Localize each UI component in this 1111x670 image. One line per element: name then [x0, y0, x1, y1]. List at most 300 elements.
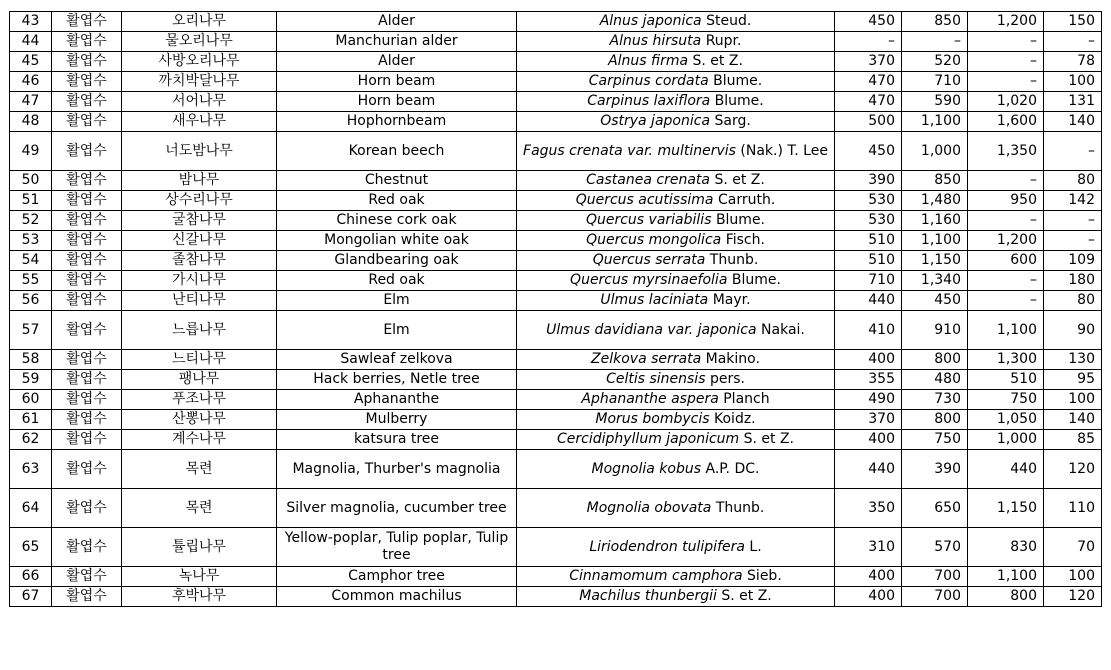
korean-name-cell: 푸조나무	[122, 390, 277, 410]
value-cell-1: 450	[835, 12, 902, 32]
korean-name-cell: 오리나무	[122, 12, 277, 32]
value-cell-2: 1,340	[902, 271, 968, 291]
table-row	[10, 370, 1102, 390]
english-name-cell: Manchurian alder	[277, 32, 517, 52]
tree-type-cell: 활엽수	[52, 528, 122, 567]
korean-name-cell: 굴참나무	[122, 211, 277, 231]
value-cell-4: 100	[1044, 567, 1102, 587]
value-cell-2: 450	[902, 291, 968, 311]
table-row	[10, 12, 1102, 32]
value-cell-1: 410	[835, 311, 902, 350]
korean-name-cell: 사방오리나무	[122, 52, 277, 72]
row-number-cell: 50	[10, 171, 52, 191]
value-cell-2: 800	[902, 410, 968, 430]
table-row	[10, 528, 1102, 567]
korean-name-cell: 졸참나무	[122, 251, 277, 271]
value-cell-3: 800	[968, 587, 1044, 607]
table-row	[10, 430, 1102, 450]
species-name: Carpinus cordata	[588, 73, 709, 89]
species-authority: pers.	[709, 371, 745, 387]
value-cell-3: 750	[968, 390, 1044, 410]
value-cell-1: 400	[835, 350, 902, 370]
value-cell-2: 750	[902, 430, 968, 450]
species-name: Ulmus davidiana var. japonica	[546, 321, 757, 338]
species-authority: Mayr.	[712, 292, 751, 308]
row-number-cell: 65	[10, 528, 52, 567]
scientific-name-cell	[517, 291, 835, 311]
english-name-cell: Yellow-poplar, Tulip poplar, Tulip tree	[277, 528, 517, 567]
table-row	[10, 72, 1102, 92]
korean-name-cell: 가시나무	[122, 271, 277, 291]
value-cell-3: –	[968, 291, 1044, 311]
table-row	[10, 251, 1102, 271]
species-name: Quercus variabilis	[585, 212, 712, 228]
scientific-name-cell	[517, 370, 835, 390]
row-number-cell: 57	[10, 311, 52, 350]
value-cell-3: –	[968, 271, 1044, 291]
species-authority: Fisch.	[725, 232, 765, 248]
value-cell-1: 310	[835, 528, 902, 567]
value-cell-1: 530	[835, 191, 902, 211]
value-cell-1: 530	[835, 211, 902, 231]
korean-name-cell: 녹나무	[122, 567, 277, 587]
value-cell-4: –	[1044, 211, 1102, 231]
species-name: Alnus hirsuta	[609, 33, 702, 49]
value-cell-2: 570	[902, 528, 968, 567]
row-number-cell: 61	[10, 410, 52, 430]
tree-type-cell: 활엽수	[52, 567, 122, 587]
value-cell-1: 500	[835, 112, 902, 132]
row-number-cell: 48	[10, 112, 52, 132]
tree-type-cell: 활엽수	[52, 489, 122, 528]
tree-type-cell: 활엽수	[52, 171, 122, 191]
table-row	[10, 171, 1102, 191]
scientific-name-cell	[517, 350, 835, 370]
korean-name-cell: 느티나무	[122, 350, 277, 370]
species-name: Quercus mongolica	[586, 232, 722, 248]
tree-type-cell: 활엽수	[52, 271, 122, 291]
species-authority: S. et Z.	[743, 431, 795, 447]
value-cell-4: 78	[1044, 52, 1102, 72]
species-name: Ulmus laciniata	[600, 292, 709, 308]
table-row	[10, 92, 1102, 112]
table-row	[10, 211, 1102, 231]
value-cell-1: 440	[835, 291, 902, 311]
value-cell-2: 850	[902, 171, 968, 191]
scientific-name-cell	[517, 171, 835, 191]
korean-name-cell: 느릅나무	[122, 311, 277, 350]
table-row	[10, 112, 1102, 132]
species-authority: Carruth.	[717, 192, 776, 208]
korean-name-cell: 튤립나무	[122, 528, 277, 567]
row-number-cell: 49	[10, 132, 52, 171]
value-cell-3: 1,200	[968, 12, 1044, 32]
row-number-cell: 67	[10, 587, 52, 607]
english-name-cell: Elm	[277, 291, 517, 311]
english-name-cell: Common machilus	[277, 587, 517, 607]
korean-name-cell: 목련	[122, 450, 277, 489]
tree-type-cell: 활엽수	[52, 231, 122, 251]
tree-type-cell: 활엽수	[52, 132, 122, 171]
english-name-cell: Chestnut	[277, 171, 517, 191]
row-number-cell: 55	[10, 271, 52, 291]
species-name: Zelkova serrata	[591, 351, 702, 367]
species-authority: Nakai.	[761, 321, 805, 338]
tree-type-cell: 활엽수	[52, 32, 122, 52]
english-name-cell: Alder	[277, 12, 517, 32]
value-cell-1: 355	[835, 370, 902, 390]
tree-type-cell: 활엽수	[52, 112, 122, 132]
value-cell-3: 1,200	[968, 231, 1044, 251]
value-cell-3: 1,050	[968, 410, 1044, 430]
value-cell-3: 1,600	[968, 112, 1044, 132]
english-name-cell: Mongolian white oak	[277, 231, 517, 251]
species-authority: Blume.	[715, 212, 766, 228]
table-row	[10, 191, 1102, 211]
value-cell-1: 710	[835, 271, 902, 291]
tree-type-cell: 활엽수	[52, 211, 122, 231]
species-name: Aphananthe aspera	[581, 391, 719, 407]
species-authority: S. et Z.	[721, 588, 772, 604]
value-cell-2: 590	[902, 92, 968, 112]
english-name-cell: Aphananthe	[277, 390, 517, 410]
species-name: Ostrya japonica	[600, 113, 711, 129]
value-cell-3: 1,020	[968, 92, 1044, 112]
value-cell-4: –	[1044, 231, 1102, 251]
row-number-cell: 59	[10, 370, 52, 390]
value-cell-2: 1,160	[902, 211, 968, 231]
species-authority: (Nak.) T. Lee	[740, 142, 828, 159]
value-cell-4: 80	[1044, 171, 1102, 191]
value-cell-3: 830	[968, 528, 1044, 567]
korean-name-cell: 물오리나무	[122, 32, 277, 52]
species-name: Alnus japonica	[599, 13, 702, 29]
value-cell-4: 90	[1044, 311, 1102, 350]
table-row	[10, 231, 1102, 251]
value-cell-3: –	[968, 171, 1044, 191]
value-cell-1: 400	[835, 567, 902, 587]
scientific-name-cell	[517, 72, 835, 92]
value-cell-1: 490	[835, 390, 902, 410]
english-name-cell: Red oak	[277, 271, 517, 291]
korean-name-cell: 산뽕나무	[122, 410, 277, 430]
species-authority: L.	[749, 538, 762, 555]
table-row	[10, 450, 1102, 489]
species-authority: Sarg.	[714, 113, 751, 129]
value-cell-4: 150	[1044, 12, 1102, 32]
value-cell-1: 470	[835, 72, 902, 92]
tree-type-cell: 활엽수	[52, 450, 122, 489]
english-name-cell: Elm	[277, 311, 517, 350]
value-cell-4: 85	[1044, 430, 1102, 450]
value-cell-2: 520	[902, 52, 968, 72]
english-name-cell: Horn beam	[277, 72, 517, 92]
value-cell-2: 1,100	[902, 112, 968, 132]
korean-name-cell: 서어나무	[122, 92, 277, 112]
value-cell-4: 120	[1044, 587, 1102, 607]
tree-type-cell: 활엽수	[52, 410, 122, 430]
table-body	[10, 12, 1102, 607]
scientific-name-cell	[517, 450, 835, 489]
value-cell-2: 390	[902, 450, 968, 489]
korean-name-cell: 팽나무	[122, 370, 277, 390]
value-cell-2: –	[902, 32, 968, 52]
tree-type-cell: 활엽수	[52, 12, 122, 32]
korean-name-cell: 후박나무	[122, 587, 277, 607]
row-number-cell: 44	[10, 32, 52, 52]
species-name: Mognolia kobus	[591, 460, 702, 477]
table-row	[10, 52, 1102, 72]
value-cell-3: –	[968, 72, 1044, 92]
table-row	[10, 587, 1102, 607]
row-number-cell: 62	[10, 430, 52, 450]
species-authority: S. et Z.	[692, 53, 743, 69]
value-cell-3: 1,150	[968, 489, 1044, 528]
species-table	[9, 11, 1102, 607]
species-name: Alnus firma	[608, 53, 689, 69]
value-cell-2: 710	[902, 72, 968, 92]
scientific-name-cell	[517, 112, 835, 132]
value-cell-1: 510	[835, 231, 902, 251]
value-cell-2: 730	[902, 390, 968, 410]
table-row	[10, 311, 1102, 350]
value-cell-2: 1,000	[902, 132, 968, 171]
species-name: Quercus serrata	[592, 252, 706, 268]
tree-type-cell: 활엽수	[52, 350, 122, 370]
scientific-name-cell	[517, 410, 835, 430]
scientific-name-cell	[517, 231, 835, 251]
species-name: Cinnamomum camphora	[569, 568, 743, 584]
table-row	[10, 32, 1102, 52]
value-cell-1: 400	[835, 430, 902, 450]
value-cell-4: –	[1044, 32, 1102, 52]
korean-name-cell: 목련	[122, 489, 277, 528]
value-cell-3: 600	[968, 251, 1044, 271]
value-cell-2: 850	[902, 12, 968, 32]
tree-type-cell: 활엽수	[52, 311, 122, 350]
row-number-cell: 66	[10, 567, 52, 587]
value-cell-4: –	[1044, 132, 1102, 171]
species-name: Quercus myrsinaefolia	[570, 272, 728, 288]
species-name: Fagus crenata var. multinervis	[523, 142, 736, 159]
english-name-cell: Korean beech	[277, 132, 517, 171]
tree-type-cell: 활엽수	[52, 291, 122, 311]
value-cell-1: 470	[835, 92, 902, 112]
tree-type-cell: 활엽수	[52, 72, 122, 92]
korean-name-cell: 까치박달나무	[122, 72, 277, 92]
scientific-name-cell	[517, 211, 835, 231]
english-name-cell: Glandbearing oak	[277, 251, 517, 271]
species-name: Carpinus laxiflora	[587, 93, 711, 109]
english-name-cell: katsura tree	[277, 430, 517, 450]
species-authority: Koidz.	[714, 411, 756, 427]
value-cell-4: 180	[1044, 271, 1102, 291]
species-authority: Blume.	[713, 73, 763, 89]
row-number-cell: 45	[10, 52, 52, 72]
value-cell-2: 480	[902, 370, 968, 390]
value-cell-4: 131	[1044, 92, 1102, 112]
table-row	[10, 390, 1102, 410]
korean-name-cell: 새우나무	[122, 112, 277, 132]
value-cell-3: 1,300	[968, 350, 1044, 370]
scientific-name-cell	[517, 12, 835, 32]
scientific-name-cell	[517, 271, 835, 291]
scientific-name-cell	[517, 52, 835, 72]
tree-type-cell: 활엽수	[52, 52, 122, 72]
value-cell-4: 130	[1044, 350, 1102, 370]
row-number-cell: 53	[10, 231, 52, 251]
species-authority: Thunb.	[709, 252, 759, 268]
species-name: Mognolia obovata	[586, 499, 712, 516]
value-cell-2: 700	[902, 587, 968, 607]
row-number-cell: 56	[10, 291, 52, 311]
row-number-cell: 43	[10, 12, 52, 32]
korean-name-cell: 상수리나무	[122, 191, 277, 211]
value-cell-3: 510	[968, 370, 1044, 390]
species-authority: Sieb.	[747, 568, 782, 584]
value-cell-3: –	[968, 52, 1044, 72]
english-name-cell: Mulberry	[277, 410, 517, 430]
english-name-cell: Hophornbeam	[277, 112, 517, 132]
value-cell-2: 910	[902, 311, 968, 350]
value-cell-1: 390	[835, 171, 902, 191]
value-cell-4: 110	[1044, 489, 1102, 528]
value-cell-1: 370	[835, 52, 902, 72]
species-authority: Blume.	[714, 93, 764, 109]
scientific-name-cell	[517, 311, 835, 350]
korean-name-cell: 계수나무	[122, 430, 277, 450]
value-cell-4: 120	[1044, 450, 1102, 489]
row-number-cell: 58	[10, 350, 52, 370]
value-cell-2: 700	[902, 567, 968, 587]
english-name-cell: Horn beam	[277, 92, 517, 112]
scientific-name-cell	[517, 489, 835, 528]
table-row	[10, 489, 1102, 528]
species-authority: Thunb.	[715, 499, 765, 516]
value-cell-1: –	[835, 32, 902, 52]
english-name-cell: Chinese cork oak	[277, 211, 517, 231]
row-number-cell: 64	[10, 489, 52, 528]
tree-type-cell: 활엽수	[52, 587, 122, 607]
english-name-cell: Hack berries, Netle tree	[277, 370, 517, 390]
species-authority: Blume.	[731, 272, 781, 288]
table-row	[10, 350, 1102, 370]
value-cell-3: 440	[968, 450, 1044, 489]
value-cell-3: –	[968, 32, 1044, 52]
english-name-cell: Magnolia, Thurber's magnolia	[277, 450, 517, 489]
scientific-name-cell	[517, 132, 835, 171]
value-cell-4: 140	[1044, 112, 1102, 132]
english-name-cell: Alder	[277, 52, 517, 72]
value-cell-3: –	[968, 211, 1044, 231]
value-cell-1: 350	[835, 489, 902, 528]
tree-type-cell: 활엽수	[52, 92, 122, 112]
tree-type-cell: 활엽수	[52, 390, 122, 410]
table-row	[10, 271, 1102, 291]
row-number-cell: 47	[10, 92, 52, 112]
english-name-cell: Sawleaf zelkova	[277, 350, 517, 370]
value-cell-3: 1,350	[968, 132, 1044, 171]
scientific-name-cell	[517, 191, 835, 211]
species-name: Morus bombycis	[595, 411, 710, 427]
row-number-cell: 54	[10, 251, 52, 271]
value-cell-2: 1,480	[902, 191, 968, 211]
table-row	[10, 567, 1102, 587]
value-cell-4: 100	[1044, 72, 1102, 92]
value-cell-4: 95	[1044, 370, 1102, 390]
species-authority: Rupr.	[705, 33, 742, 49]
korean-name-cell: 밤나무	[122, 171, 277, 191]
tree-type-cell: 활엽수	[52, 370, 122, 390]
row-number-cell: 51	[10, 191, 52, 211]
english-name-cell: Red oak	[277, 191, 517, 211]
species-name: Quercus acutissima	[575, 192, 714, 208]
table-row	[10, 410, 1102, 430]
value-cell-1: 440	[835, 450, 902, 489]
scientific-name-cell	[517, 390, 835, 410]
species-authority: Planch	[723, 391, 770, 407]
species-authority: Makino.	[705, 351, 760, 367]
scientific-name-cell	[517, 587, 835, 607]
species-authority: A.P. DC.	[705, 460, 760, 477]
value-cell-3: 1,100	[968, 311, 1044, 350]
korean-name-cell: 너도밤나무	[122, 132, 277, 171]
row-number-cell: 52	[10, 211, 52, 231]
value-cell-3: 950	[968, 191, 1044, 211]
species-authority: S. et Z.	[714, 172, 765, 188]
tree-type-cell: 활엽수	[52, 191, 122, 211]
value-cell-4: 140	[1044, 410, 1102, 430]
row-number-cell: 63	[10, 450, 52, 489]
species-name: Celtis sinensis	[606, 371, 706, 387]
tree-type-cell: 활엽수	[52, 251, 122, 271]
english-name-cell: Silver magnolia, cucumber tree	[277, 489, 517, 528]
table-row	[10, 132, 1102, 171]
value-cell-1: 400	[835, 587, 902, 607]
scientific-name-cell	[517, 251, 835, 271]
tree-type-cell: 활엽수	[52, 430, 122, 450]
species-name: Cercidiphyllum japonicum	[556, 431, 740, 447]
scientific-name-cell	[517, 528, 835, 567]
korean-name-cell: 신갈나무	[122, 231, 277, 251]
species-name: Machilus thunbergii	[579, 588, 717, 604]
value-cell-4: 80	[1044, 291, 1102, 311]
value-cell-1: 510	[835, 251, 902, 271]
value-cell-4: 142	[1044, 191, 1102, 211]
value-cell-4: 70	[1044, 528, 1102, 567]
english-name-cell: Camphor tree	[277, 567, 517, 587]
korean-name-cell: 난티나무	[122, 291, 277, 311]
value-cell-3: 1,000	[968, 430, 1044, 450]
species-authority: Steud.	[706, 13, 752, 29]
value-cell-3: 1,100	[968, 567, 1044, 587]
value-cell-2: 1,150	[902, 251, 968, 271]
value-cell-2: 1,100	[902, 231, 968, 251]
scientific-name-cell	[517, 32, 835, 52]
scientific-name-cell	[517, 92, 835, 112]
row-number-cell: 60	[10, 390, 52, 410]
table-row	[10, 291, 1102, 311]
scientific-name-cell	[517, 430, 835, 450]
species-name: Castanea crenata	[586, 172, 710, 188]
value-cell-2: 800	[902, 350, 968, 370]
scientific-name-cell	[517, 567, 835, 587]
species-name: Liriodendron tulipifera	[589, 538, 745, 555]
value-cell-2: 650	[902, 489, 968, 528]
value-cell-1: 370	[835, 410, 902, 430]
row-number-cell: 46	[10, 72, 52, 92]
value-cell-1: 450	[835, 132, 902, 171]
